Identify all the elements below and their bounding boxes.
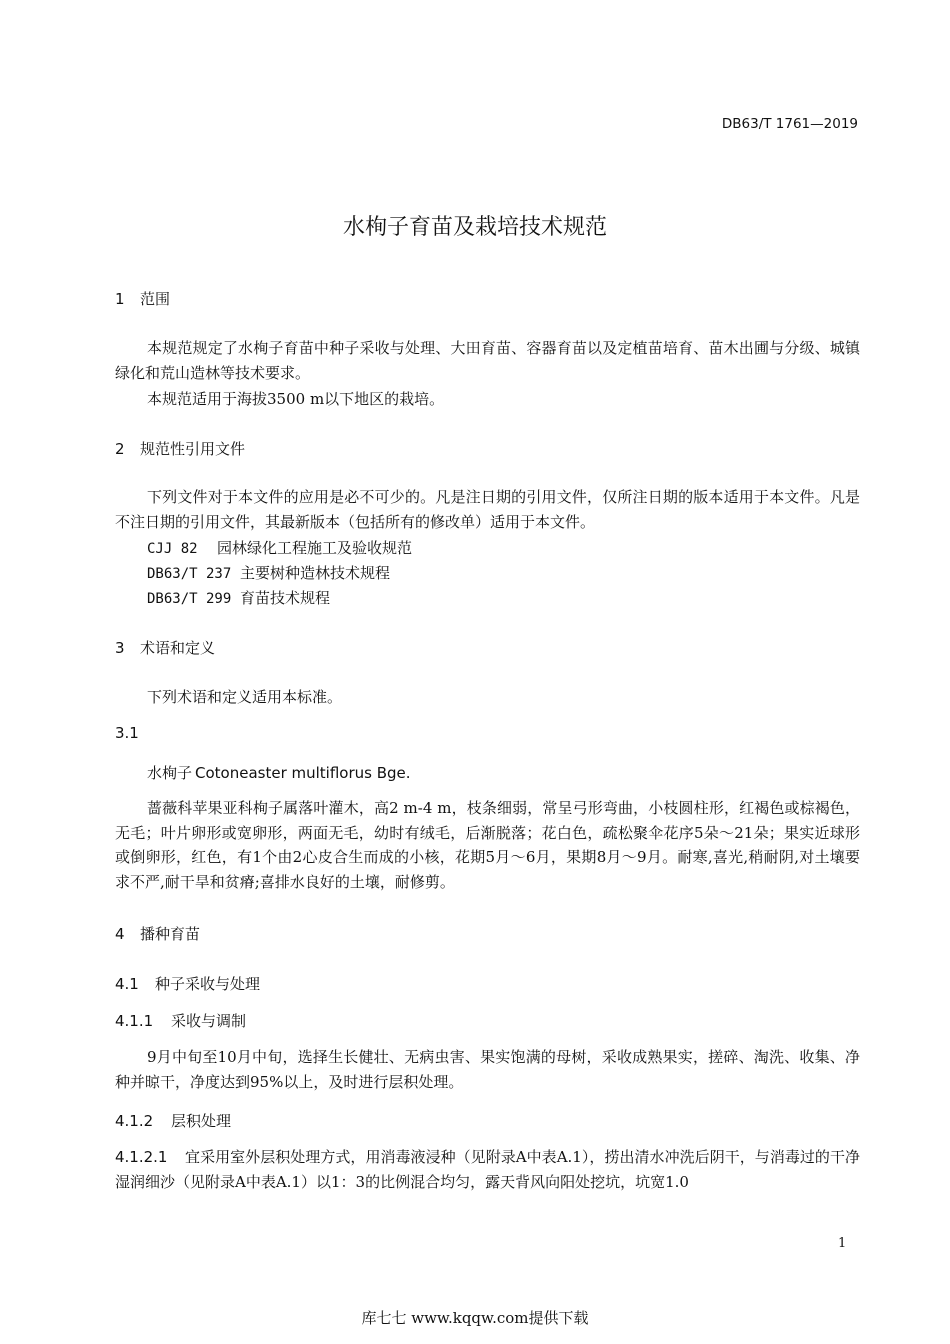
section-1-heading [115,288,170,309]
section-title: 范围 [140,290,171,308]
section-title: 规范性引用文件 [140,440,246,458]
term-definition: 蔷薇科苹果亚科栒子属落叶灌木，高2 m-4 m，枝条细弱，常呈弓形弯曲，小枝圆柱形，红褐色或棕褐色，无毛；叶片卵形或宽卵形，两面无毛，幼时有绒毛，后渐脱落；花白色，疏松聚伞花序5朵～21朵；果实近球形或倒卵形，红色，有1个由2心皮合生而成的小核，花期5月～6月，果期8月～9月。耐寒,喜光,稍耐阴,对土壤要求不严,耐干旱和贫瘠;喜排水良好的土壤，耐修剪。 [115,799,860,891]
section-title: 种子采收与处理 [155,975,261,993]
term-number: 3.1 [115,724,139,742]
page-number: 1 [838,1236,847,1251]
section-number: 4.1 [115,975,139,993]
section-number: 1 [115,290,125,308]
subsection-4-1-1-heading [115,1010,246,1031]
section-2-paragraph-1: 下列文件对于本文件的应用是必不可少的。凡是注日期的引用文件，仅所注日期的版本适用于本文件。凡是不注日期的引用文件，其最新版本（包括所有的修改单）适用于本文件。 [115,488,860,531]
clause-text: 宜采用室外层积处理方式，用消毒液浸种（见附录A中表A.1），捞出清水冲洗后阴干，与消毒过的干净湿润细沙（见附录A中表A.1）以1：3的比例混合均匀，露天背风向阳处挖坑，坑宽1.0 [115,1148,860,1191]
section-number: 4 [115,925,125,943]
section-title: 层积处理 [171,1112,232,1130]
section-2-heading [115,438,245,459]
section-title: 播种育苗 [140,925,201,943]
clause-number: 4.1.2.1 [115,1148,168,1166]
section-3-heading [115,637,215,658]
reference-item: CJJ 82 园林绿化工程施工及验收规范 [147,539,413,557]
section-3-paragraph-1: 下列术语和定义适用本标准。 [147,688,343,706]
section-4-heading [115,923,200,944]
term-heading [147,762,411,783]
reference-item: DB63/T 299 育苗技术规程 [147,589,331,607]
term-chinese: 水栒子 [147,764,193,782]
section-1-paragraph-1: 本规范规定了水栒子育苗中种子采收与处理、大田育苗、容器育苗以及定植苗培育、苗木出圃与分级、城镇绿化和荒山造林等技术要求。 [115,339,860,382]
section-1-paragraph-2: 本规范适用于海拔3500 m以下地区的栽培。 [147,390,445,408]
term-latin: Cotoneaster multiflorus Bge. [195,764,411,782]
section-number: 4.1.2 [115,1112,154,1130]
footer-watermark: 库七七 www.kqqw.com提供下载 [361,1309,589,1327]
subsection-4-1-2-heading [115,1110,231,1131]
reference-item: DB63/T 237 主要树种造林技术规程 [147,564,391,582]
section-number: 3 [115,639,125,657]
section-title: 术语和定义 [140,639,216,657]
document-code: DB63/T 1761—2019 [721,116,858,132]
subsection-4-1-heading [115,973,260,994]
section-number: 4.1.1 [115,1012,154,1030]
section-title: 采收与调制 [171,1012,247,1030]
clause-4-1-2-1 [115,1145,860,1194]
subsection-4-1-1-paragraph: 9月中旬至10月中旬，选择生长健壮、无病虫害、果实饱满的母树，采收成熟果实，搓碎、淘洗、收集、净种并晾干，净度达到95%以上，及时进行层积处理。 [115,1048,860,1091]
section-number: 2 [115,440,125,458]
page-title: 水栒子育苗及栽培技术规范 [342,215,607,240]
